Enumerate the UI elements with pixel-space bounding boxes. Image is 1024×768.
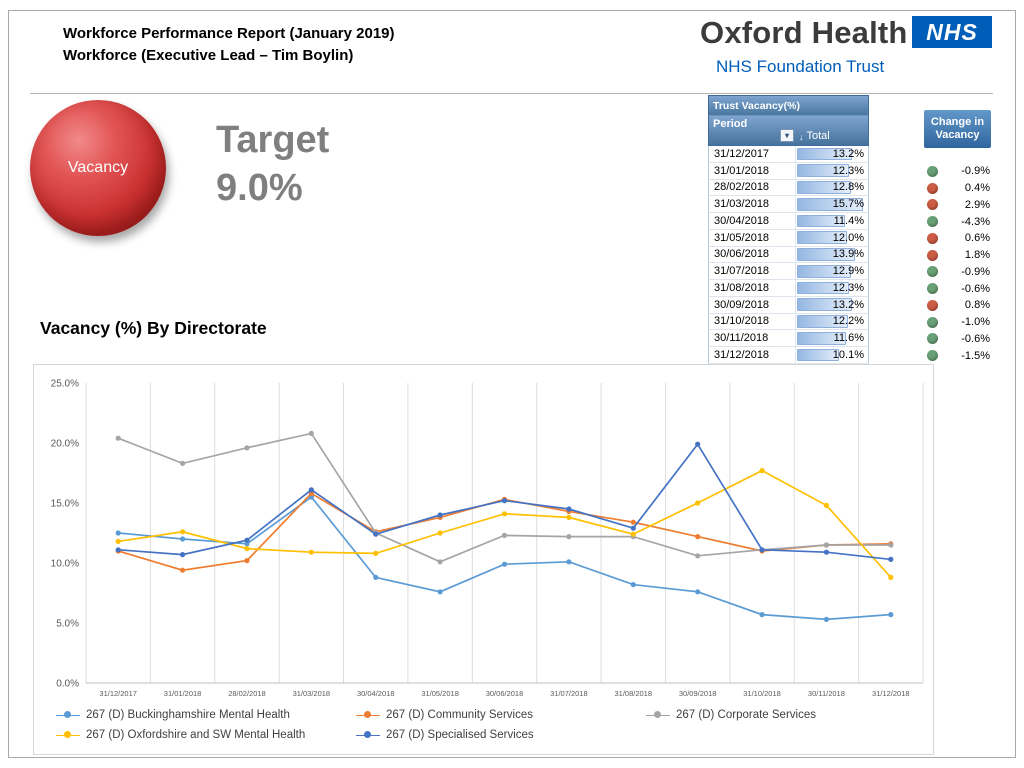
x-tick-label: 30/06/2018: [485, 689, 524, 698]
total-value: 13.9%: [832, 248, 864, 261]
y-tick-label: 10.0%: [50, 558, 79, 570]
table-row: [708, 330, 869, 347]
change-value: 0.8%: [964, 299, 990, 312]
green-status-dot-icon: [927, 317, 938, 328]
change-row: [924, 213, 991, 230]
nhs-logo-icon: NHS: [912, 16, 992, 48]
total-value: 10.1%: [832, 348, 864, 361]
x-tick-label: 31/12/2018: [872, 689, 910, 698]
legend-marker-dot-icon: [64, 711, 71, 718]
legend-marker-icon: [56, 715, 80, 716]
data-point-marker: [180, 552, 185, 557]
data-point-marker: [244, 546, 249, 551]
data-point-marker: [888, 612, 893, 617]
filter-dropdown-icon[interactable]: ▾: [780, 129, 794, 142]
data-point-marker: [244, 558, 249, 563]
data-point-marker: [824, 617, 829, 622]
total-cell: [796, 247, 868, 263]
legend-item: [56, 729, 305, 741]
target-label: Target: [216, 119, 330, 161]
change-row: [924, 197, 991, 214]
change-value: 1.8%: [964, 249, 990, 262]
change-value: -1.0%: [961, 316, 990, 329]
data-point-marker: [438, 512, 443, 517]
y-tick-label: 25.0%: [50, 378, 79, 390]
legend-item: [56, 709, 290, 721]
legend-marker-icon: [356, 735, 380, 736]
period-column-header: [709, 116, 796, 145]
target-value: 9.0%: [216, 167, 303, 209]
data-point-marker: [695, 500, 700, 505]
period-cell: 31/03/2018: [709, 196, 796, 212]
change-value: 0.6%: [964, 232, 990, 245]
oxford-health-logo: [700, 16, 992, 77]
period-cell: 30/11/2018: [709, 330, 796, 346]
data-point-marker: [566, 515, 571, 520]
table-body: [708, 146, 869, 364]
series-267-d-specialised-services: [116, 442, 894, 562]
data-point-marker: [438, 589, 443, 594]
y-tick-label: 0.0%: [56, 678, 79, 690]
legend-marker-dot-icon: [64, 731, 71, 738]
legend-item: [356, 729, 534, 741]
data-point-marker: [566, 534, 571, 539]
x-tick-label: 31/12/2017: [99, 689, 137, 698]
table-row: [708, 263, 869, 280]
legend-label: 267 (D) Community Services: [386, 709, 533, 721]
data-point-marker: [631, 532, 636, 537]
sort-descending-icon: ↓: [799, 132, 804, 142]
change-row: [924, 331, 991, 348]
period-cell: 31/10/2018: [709, 314, 796, 330]
data-point-marker: [888, 575, 893, 580]
green-status-dot-icon: [927, 350, 938, 361]
data-point-marker: [502, 533, 507, 538]
total-column-label: Total: [806, 130, 830, 142]
legend-label: 267 (D) Buckinghamshire Mental Health: [86, 709, 290, 721]
table-row: [708, 280, 869, 297]
report-title-line2: Workforce (Executive Lead – Tim Boylin): [63, 47, 354, 64]
x-tick-label: 31/05/2018: [421, 689, 459, 698]
table-row: [708, 146, 869, 163]
total-cell: [796, 213, 868, 229]
total-value: 13.2%: [832, 298, 864, 311]
change-header-line2: Vacancy: [935, 129, 980, 141]
table-row: [708, 180, 869, 197]
legend-marker-icon: [56, 735, 80, 736]
total-cell: [796, 230, 868, 246]
y-tick-label: 15.0%: [50, 498, 79, 510]
data-point-marker: [631, 520, 636, 525]
green-status-dot-icon: [927, 283, 938, 294]
change-value: 0.4%: [964, 182, 990, 195]
change-value: -1.5%: [961, 349, 990, 362]
x-tick-label: 30/04/2018: [356, 689, 395, 698]
total-value: 12.0%: [832, 231, 864, 244]
period-cell: 30/09/2018: [709, 297, 796, 313]
total-value: 12.8%: [832, 181, 864, 194]
period-cell: 30/04/2018: [709, 213, 796, 229]
table-column-headers: [708, 116, 869, 146]
total-value: 11.6%: [833, 332, 864, 345]
total-cell: [796, 263, 868, 279]
table-title: Trust Vacancy(%): [708, 95, 869, 116]
table-row: [708, 196, 869, 213]
total-cell: [796, 314, 868, 330]
x-tick-label: 31/01/2018: [163, 689, 202, 698]
vacancy-by-directorate-chart: [33, 364, 934, 755]
data-point-marker: [180, 568, 185, 573]
total-column-header: [796, 116, 868, 145]
period-cell: 31/01/2018: [709, 163, 796, 179]
data-point-marker: [502, 562, 507, 567]
data-point-marker: [244, 445, 249, 450]
chart-section-heading: Vacancy (%) By Directorate: [40, 318, 267, 338]
y-tick-label: 5.0%: [56, 618, 79, 630]
change-row: [924, 180, 991, 197]
table-row: [708, 314, 869, 331]
data-point-marker: [438, 530, 443, 535]
change-value: -0.6%: [961, 282, 990, 295]
report-title-line1: Workforce Performance Report (January 2019): [63, 25, 395, 42]
legend-label: 267 (D) Oxfordshire and SW Mental Health: [86, 729, 306, 741]
data-point-marker: [116, 436, 121, 441]
change-row: [924, 230, 991, 247]
data-point-marker: [116, 530, 121, 535]
legend-marker-icon: [646, 715, 670, 716]
change-in-vacancy-header: [924, 110, 991, 148]
data-point-marker: [759, 468, 764, 473]
red-status-dot-icon: [927, 199, 938, 210]
green-status-dot-icon: [927, 333, 938, 344]
total-cell: [796, 196, 868, 212]
series-line: [118, 493, 891, 570]
change-row: [924, 264, 991, 281]
green-status-dot-icon: [927, 166, 938, 177]
data-point-marker: [116, 539, 121, 544]
data-point-marker: [502, 498, 507, 503]
data-point-marker: [888, 557, 893, 562]
total-cell: [796, 280, 868, 296]
table-row: [708, 297, 869, 314]
table-row: [708, 213, 869, 230]
total-value: 15.7%: [832, 198, 864, 211]
period-cell: 31/08/2018: [709, 280, 796, 296]
period-cell: 31/05/2018: [709, 230, 796, 246]
data-point-marker: [824, 542, 829, 547]
change-value: -0.9%: [961, 165, 990, 178]
green-status-dot-icon: [927, 266, 938, 277]
change-in-vacancy-list: [924, 163, 991, 364]
legend-marker-dot-icon: [364, 731, 371, 738]
total-value: 12.9%: [832, 265, 864, 278]
data-point-marker: [566, 559, 571, 564]
legend-label: 267 (D) Corporate Services: [676, 709, 816, 721]
change-row: [924, 247, 991, 264]
data-point-marker: [180, 536, 185, 541]
x-tick-label: 31/07/2018: [550, 689, 588, 698]
data-point-marker: [180, 461, 185, 466]
data-point-marker: [888, 542, 893, 547]
header-divider: [30, 93, 993, 94]
legend-item: [646, 709, 816, 721]
series-line: [118, 471, 891, 578]
x-tick-label: 31/10/2018: [743, 689, 781, 698]
data-point-marker: [373, 551, 378, 556]
change-row: [924, 297, 991, 314]
x-tick-label: 28/02/2018: [228, 689, 266, 698]
data-point-marker: [824, 550, 829, 555]
period-cell: 31/07/2018: [709, 263, 796, 279]
data-point-marker: [309, 487, 314, 492]
period-cell: 31/12/2018: [709, 347, 796, 363]
trust-vacancy-table: [708, 95, 869, 364]
legend-marker-dot-icon: [654, 711, 661, 718]
legend-marker-dot-icon: [364, 711, 371, 718]
data-point-marker: [631, 526, 636, 531]
data-point-marker: [180, 529, 185, 534]
data-point-marker: [309, 550, 314, 555]
change-header-line1: Change in: [930, 116, 985, 128]
green-status-dot-icon: [927, 216, 938, 227]
change-row: [924, 163, 991, 180]
change-value: -0.9%: [961, 265, 990, 278]
total-cell: [796, 330, 868, 346]
total-value: 13.2%: [832, 147, 864, 160]
red-status-dot-icon: [927, 300, 938, 311]
data-point-marker: [695, 589, 700, 594]
x-tick-label: 31/08/2018: [614, 689, 653, 698]
data-point-marker: [824, 503, 829, 508]
data-point-marker: [373, 575, 378, 580]
change-row: [924, 280, 991, 297]
red-status-dot-icon: [927, 250, 938, 261]
data-point-marker: [695, 534, 700, 539]
total-cell: [796, 163, 868, 179]
data-point-marker: [695, 553, 700, 558]
total-cell: [796, 180, 868, 196]
table-row: [708, 247, 869, 264]
red-status-dot-icon: [927, 183, 938, 194]
change-value: -0.6%: [961, 332, 990, 345]
change-value: 2.9%: [964, 198, 990, 211]
data-point-marker: [438, 559, 443, 564]
data-point-marker: [502, 511, 507, 516]
data-point-marker: [373, 532, 378, 537]
data-point-marker: [566, 506, 571, 511]
period-column-label: Period: [713, 118, 748, 130]
total-cell: [796, 297, 868, 313]
total-value: 11.4%: [833, 214, 864, 227]
red-status-dot-icon: [927, 233, 938, 244]
period-cell: 30/06/2018: [709, 247, 796, 263]
total-cell: [796, 347, 868, 363]
trust-name: NHS Foundation Trust: [716, 57, 885, 76]
x-tick-label: 30/09/2018: [678, 689, 717, 698]
legend-label: 267 (D) Specialised Services: [386, 729, 534, 741]
table-row: [708, 347, 869, 364]
org-name: Oxford Health: [700, 15, 908, 50]
target-block: [216, 116, 329, 212]
period-cell: 31/12/2017: [709, 146, 796, 162]
change-row: [924, 314, 991, 331]
y-tick-label: 20.0%: [50, 438, 79, 450]
x-tick-label: 30/11/2018: [807, 689, 845, 698]
logo-row: [700, 16, 992, 50]
legend-marker-icon: [356, 715, 380, 716]
total-value: 12.2%: [832, 315, 864, 328]
vacancy-badge-label: Vacancy: [67, 159, 129, 176]
line-chart-canvas: [34, 365, 933, 703]
data-point-marker: [116, 547, 121, 552]
total-value: 12.3%: [832, 281, 864, 294]
total-cell: [796, 146, 868, 162]
data-point-marker: [759, 612, 764, 617]
change-row: [924, 347, 991, 364]
data-point-marker: [244, 538, 249, 543]
total-value: 12.3%: [832, 164, 864, 177]
period-cell: 28/02/2018: [709, 180, 796, 196]
table-row: [708, 230, 869, 247]
legend-item: [356, 709, 533, 721]
data-point-marker: [695, 442, 700, 447]
change-value: -4.3%: [961, 215, 990, 228]
data-point-marker: [759, 547, 764, 552]
vacancy-badge: [30, 100, 166, 236]
x-tick-label: 31/03/2018: [292, 689, 331, 698]
data-point-marker: [309, 431, 314, 436]
data-point-marker: [631, 582, 636, 587]
table-row: [708, 163, 869, 180]
report-title: [63, 23, 395, 67]
